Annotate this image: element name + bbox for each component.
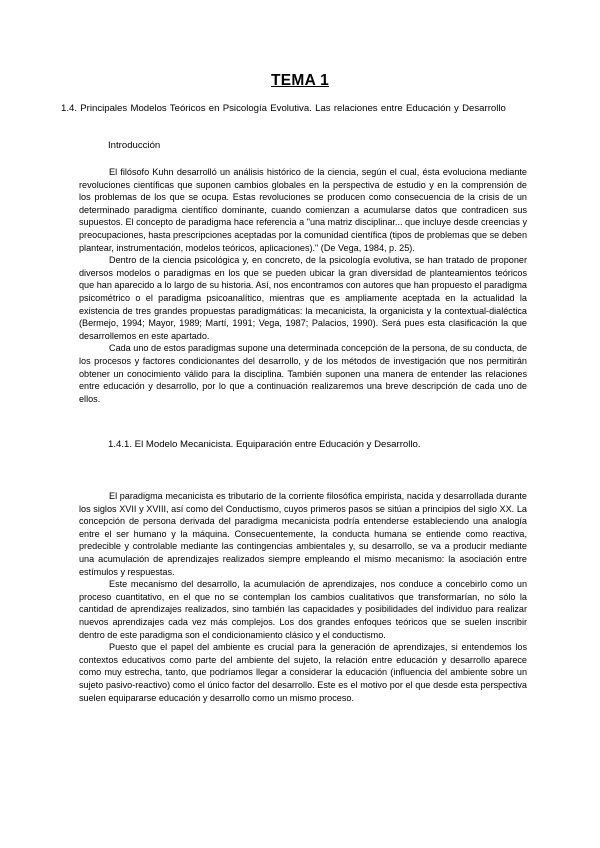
section-subtitle: 1.4. Principales Modelos Teóricos en Psicología Evolutiva. Las relaciones entre Educación y Desarrollo (61, 103, 506, 114)
paragraph: El paradigma mecanicista es tributario de la corriente filosófica empirista, nacida y desarrollada durante los siglos XVII y XVIII, así como del Conductismo, cuyos primeros pasos se sitúan a principios del siglo XX. La concepción de persona derivada del paradigma mecanicista podría entenderse estableciendo una analogía entre el ser humano y la máquina. Consecuentemente, la conducta humana se entiende como reactiva, predecible y controlable mediante las contingencias ambientales y, su desarrollo, se va a producir mediante una acumulación de aprendizajes realizados siempre empleando el mismo mecanismo: la asociación entre estímulos y respuestas. (79, 491, 527, 577)
intro-body (79, 166, 527, 405)
paragraph: Este mecanismo del desarrollo, la acumulación de aprendizajes, nos conduce a concebirlo como un proceso cuantitativo, en el que no se contemplan los cambios cualitativos que transformarían, no sólo la cantidad de aprendizajes realizados, sino también las capacidades y posibilidades del individuo para realizar nuevos aprendizajes cada vez más complejos. Los dos grandes enfoques teóricos que se suelen inscribir dentro de este paradigma son el condicionamiento clásico y el conductismo. (79, 579, 527, 640)
paragraph: Cada uno de estos paradigmas supone una determinada concepción de la persona, de su conducta, de los procesos y factores condicionantes del desarrollo, y de los métodos de investigación que nos permitirán obtener un conocimiento válido para la disciplina. También suponen una manera de entender las relaciones entre educación y desarrollo, por lo que a continuación realizaremos una breve descripción de cada uno de ellos. (79, 343, 527, 404)
page-title: TEMA 1 (270, 72, 330, 89)
paragraph: El filósofo Kuhn desarrolló un análisis histórico de la ciencia, según el cual, ésta evoluciona mediante revoluciones científicas que suponen cambios globales en la perspectiva de estudio y en la comprensión de los problemas de los que se ocupa. Estas revoluciones se producen como consecuencia de la crisis de un determinado paradigma científico dominante, cuando comienzan a acumularse datos que contradicen sus supuestos. El concepto de paradigma hace referencia a "una matriz disciplinar... que incluye desde creencias y preocupaciones, hasta prescripciones aceptadas por la comunidad científica (tipos de problemas que se deben plantear, instrumentación, modelos teóricos, aplicaciones)." (De Vega, 1984, p. 25). (79, 167, 527, 253)
paragraph: Puesto que el papel del ambiente es crucial para la generación de aprendizajes, si entendemos los contextos educativos como parte del ambiente del sujeto, la relación entre educación y desarrollo aparece como muy estrecha, tanto, que podríamos llegar a considerar la educación (influencia del ambiente sobre un sujeto pasivo-reactivo) como el único factor del desarrollo. Este es el motivo por el que desde esta perspectiva suelen equipararse educación y desarrollo como un mismo proceso. (79, 642, 527, 703)
section-heading: 1.4.1. El Modelo Mecanicista. Equiparación entre Educación y Desarrollo. (108, 439, 421, 450)
paragraph: Dentro de la ciencia psicológica y, en concreto, de la psicología evolutiva, se han tratado de proponer diversos modelos o paradigmas en los que se pueden ubicar la gran diversidad de planteamientos teóricos que han aparecido a lo largo de su historia. Así, nos encontramos con autores que han propuesto el paradigma psicométrico o el paradigma psicoanalítico, mientras que es ampliamente aceptada en la actualidad la existencia de tres grandes propuestas paradigmáticas: la mecanicista, la organicista y la contextual-dialéctica (Bermejo, 1994; Mayor, 1989; Martí, 1991; Vega, 1987; Palacios, 1990). Será pues esta clasificación la que desarrollemos en este apartado. (79, 255, 527, 341)
intro-heading: Introducción (108, 140, 161, 151)
section-body (79, 490, 527, 704)
